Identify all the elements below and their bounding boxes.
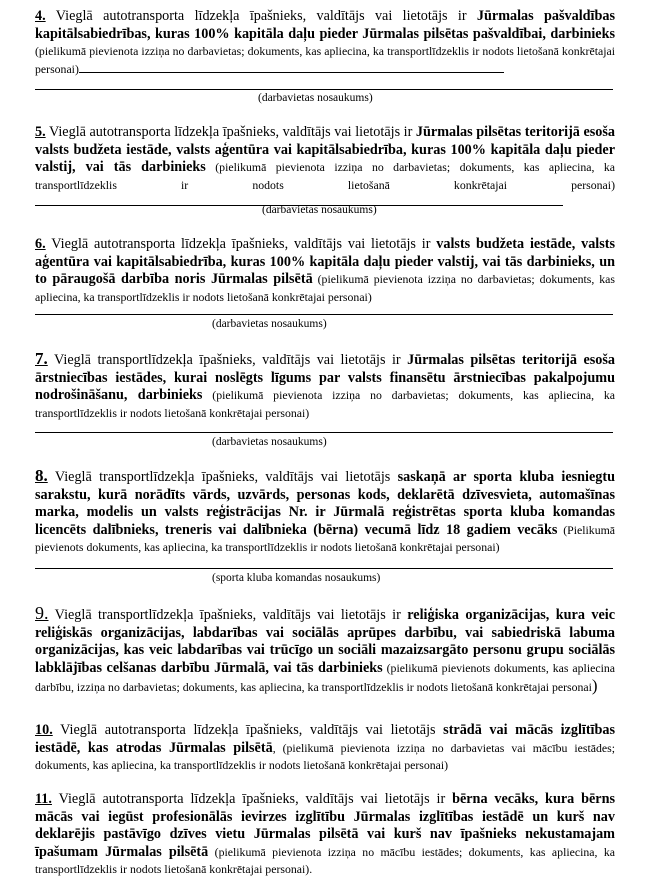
section-bold: strādā vai mācās izglītības iestādē, kas atrodas Jūrmalas pilsētā (35, 722, 616, 756)
workplace-input-line-4[interactable] (35, 89, 613, 90)
section-10 (35, 722, 615, 775)
section-note: (pielikumā pievienota izziņa no darbavietas; dokuments, kas apliecina, ka transportlīdzeklis ir nodots lietošanā konkrētajai personai) (35, 44, 615, 76)
section-bold: Jūrmalas pašvaldības kapitālsabiedrības, kuras 100% kapitāla daļu pieder Jūrmalas pilsētas pašvaldībai, darbinieks (35, 8, 615, 42)
section-8 (35, 467, 615, 557)
section-9 (35, 605, 615, 697)
field-caption-5: (darbavietas nosaukums) (262, 204, 377, 216)
section-lead: Vieglā autotransporta līdzekļa īpašnieks, valdītājs vai lietotājs ir (55, 8, 477, 24)
section-5 (35, 124, 615, 212)
section-bold: saskaņā ar sporta kluba iesniegtu sarakstu, kurā norādīts vārds, uzvārds, personas kods, deklarētā dzīvesvieta, automašīnas marka, modelis un valsts reģistrācijas Nr. ir Jūrmalā reģistrētas sporta kluba komandas licencēts dalībnieks, treneris vai dalībnieka (bērna) vecumā līdz 18 gadiem vecāks (35, 469, 615, 538)
section-note: (pielikumā pievienots dokuments, kas apliecina darbību, izziņa no darbavietas; dokuments, kas apliecina, ka transportlīdzeklis ir nodots lietošanā konkrētajai personai (35, 660, 615, 695)
field-caption-7: (darbavietas nosaukums) (212, 436, 327, 448)
section-bold: Jūrmalas pilsētas teritorijā esoša valsts budžeta iestāde, valsts aģentūra vai kapitālsabiedrība, kuras 100% kapitāla daļu pieder valstij, vai tās darbinieks (35, 124, 615, 176)
section-bold: valsts budžeta iestāde, valsts aģentūra vai kapitālsabiedrība, kuras 100% kapitāla daļu pieder valstij, vai tās darbinieks, un to pāraugošā darbība noris Jūrmalas pilsētā (35, 236, 615, 288)
section-lead: Vieglā transportlīdzekļa īpašnieks, valdītājs vai lietotājs ir (54, 607, 408, 623)
section-lead: Vieglā autotransporta līdzekļa īpašnieks, valdītājs vai lietotājs (60, 722, 444, 738)
section-4 (35, 8, 615, 78)
section-number: 8. (35, 466, 48, 485)
section-note: (Pielikumā pievienots dokuments, kas apliecina, ka transportlīdzeklis ir nodots lietošanā konkrētajai personai) (35, 522, 616, 555)
section-bold: Jūrmalas pilsētas teritorijā esoša ārstniecības iestādes, kurai noslēgts līgums par valsts finansētu ārstniecības pakalpojumu nodrošināšanu, darbinieks (35, 352, 615, 404)
field-caption-4: (darbavietas nosaukums) (258, 92, 373, 104)
section-lead: Vieglā transportlīdzekļa īpašnieks, valdītājs vai lietotājs ir (54, 352, 408, 368)
section-number: 4. (35, 8, 46, 24)
section-note: (pielikumā pievienota izziņa no darbavietas; dokuments, kas apliecina, ka transportlīdzeklis ir nodots lietošanā konkrētajai personai) (35, 272, 616, 304)
section-11 (35, 791, 615, 879)
section-note: , (pielikumā pievienota izziņa no darbavietas vai mācību iestādes; dokuments, kas apliecina, ka transportlīdzeklis ir nodots lietošanā konkrētajai personai) (35, 740, 616, 773)
section-bold: bērna vecāks, kura bērns mācās vai iegūst profesionālās ievirzes izglītību Jūrmalas izglītības iestādē un kurš nav deklarējis pastāvīgo dzīves vietu Jūrmalas pilsētā vai kurš nav īpašnieks nekustamajam īpašumam Jūrmalas pilsētā (35, 791, 616, 860)
section-tail: ) (591, 676, 598, 696)
section-number: 6. (35, 236, 46, 252)
section-lead: Vieglā autotransporta līdzekļa īpašnieks, valdītājs vai lietotājs ir (48, 124, 416, 140)
section-bold: reliģiska organizācijas, kura veic reliģiskās organizācijas, labdarības vai sociālās aprūpes darbību, vai sabiedriskā labuma organizācijas, kas veic labdarības vai trūcīgo un sociāli mazaizsargāto personu grupu sociālās labklājības celšanas darbību Jūrmalā, vai tās darbinieks (35, 607, 615, 676)
club-input-line-8[interactable] (35, 568, 613, 569)
section-note: (pielikumā pievienota izziņa no darbavietas; dokuments, kas apliecina, ka transportlīdzeklis ir nodots lietošanā konkrētajai personai) (35, 388, 615, 420)
workplace-input-line-6[interactable] (35, 314, 613, 315)
section-number: 9. (35, 603, 49, 623)
section-note: (pielikumā pievienota izziņa no mācību iestādes; dokuments, kas apliecina, ka transportlīdzeklis ir nodots lietošanā konkrētajai personai). (35, 844, 615, 877)
section-lead: Vieglā transportlīdzekļa īpašnieks, valdītājs vai lietotājs (54, 469, 398, 485)
section-number: 10. (35, 722, 53, 738)
section-lead: Vieglā autotransporta līdzekļa īpašnieks, valdītājs vai lietotājs ir (51, 236, 437, 252)
section-number: 11. (35, 791, 52, 807)
section-6 (35, 236, 615, 306)
section-number: 7. (35, 349, 48, 368)
field-caption-8: (sporta kluba komandas nosaukums) (212, 572, 381, 584)
field-caption-6: (darbavietas nosaukums) (212, 318, 327, 330)
section-note: (pielikumā pievienota izziņa no darbavietas; dokuments, kas apliecina, ka transportlīdzeklis ir nodots lietošanā konkrētajai personai) (35, 160, 615, 192)
workplace-input-4[interactable] (79, 72, 504, 73)
section-number: 5. (35, 124, 46, 140)
section-lead: Vieglā autotransporta līdzekļa īpašnieks, valdītājs vai lietotājs ir (58, 791, 453, 807)
workplace-input-line-7[interactable] (35, 432, 613, 433)
section-7 (35, 350, 615, 422)
